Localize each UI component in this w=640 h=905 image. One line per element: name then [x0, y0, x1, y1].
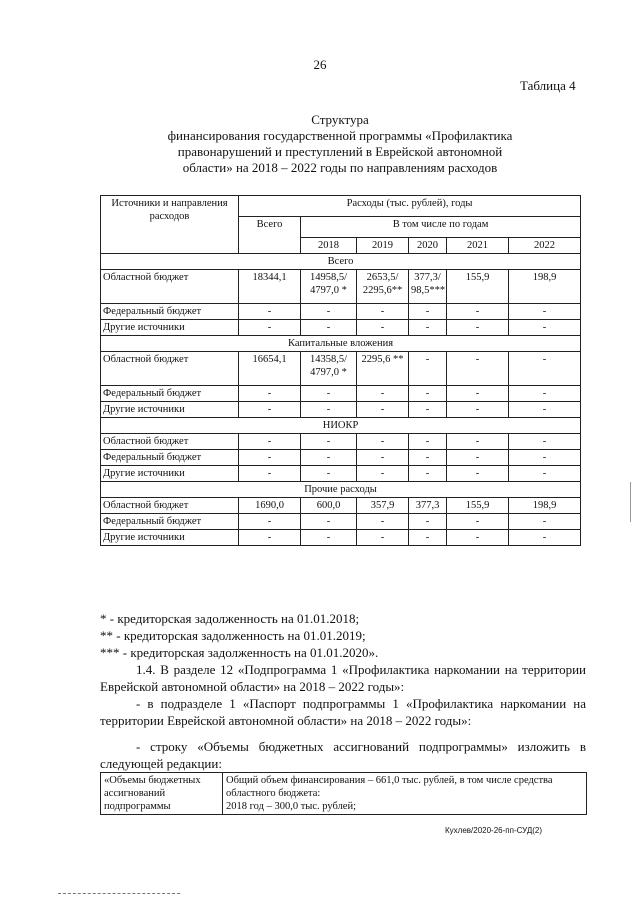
row-value-v2020: 377,3 [409, 498, 447, 514]
passport-right-line-2: 2018 год – 300,0 тыс. рублей; [226, 801, 357, 812]
title-line-1: Структура [311, 112, 369, 127]
row-value-v2022: - [509, 402, 581, 418]
row-value-v2022: - [509, 434, 581, 450]
document-stamp: Кухлев/2020-26-пп-СУД(2) [445, 826, 543, 835]
row-source: Федеральный бюджет [101, 450, 239, 466]
row-value-v2021: - [447, 514, 509, 530]
document-title [100, 112, 580, 176]
row-value-v2020: - [409, 402, 447, 418]
row-value-v2019: - [357, 320, 409, 336]
row-value-v2018: - [301, 402, 357, 418]
row-source: Областной бюджет [101, 352, 239, 386]
header-total: Всего [239, 217, 301, 254]
row-value-v2018: - [301, 304, 357, 320]
table-row [101, 434, 581, 450]
row-value-v2022: - [509, 530, 581, 546]
row-value-v2018: - [301, 466, 357, 482]
passport-right-cell [223, 773, 587, 815]
row-value-v2019: - [357, 530, 409, 546]
row-value-v2020: - [409, 466, 447, 482]
row-value-v2018: 14958,5/ 4797,0 * [301, 270, 357, 304]
row-value-v2018: - [301, 514, 357, 530]
row-value-v2021: - [447, 386, 509, 402]
row-value-v2021: 155,9 [447, 498, 509, 514]
row-value-v2022: 198,9 [509, 498, 581, 514]
row-value-total: - [239, 514, 301, 530]
row-source: Другие источники [101, 466, 239, 482]
row-value-v2021: - [447, 320, 509, 336]
header-year: 2019 [357, 238, 409, 254]
table-row [101, 386, 581, 402]
footnotes [100, 610, 586, 661]
row-value-total: - [239, 434, 301, 450]
row-value-v2022: - [509, 320, 581, 336]
header-sources: Источники и направления расходов [101, 196, 239, 254]
side-mark [630, 482, 631, 522]
row-value-v2021: - [447, 402, 509, 418]
row-value-total: - [239, 450, 301, 466]
row-value-v2020: - [409, 530, 447, 546]
table-row [101, 450, 581, 466]
header-year: 2020 [409, 238, 447, 254]
passport-right-line-1: Общий объем финансирования – 661,0 тыс. рублей, в том числе средства областного бюджета: [226, 775, 553, 799]
header-expenses: Расходы (тыс. рублей), годы [239, 196, 581, 217]
footnote: ** - кредиторская задолженность на 01.01.2019; [100, 628, 366, 643]
table-row [101, 402, 581, 418]
row-value-v2019: - [357, 402, 409, 418]
row-value-v2018: - [301, 450, 357, 466]
bottom-divider [58, 893, 180, 894]
paragraph-2: - в подразделе 1 «Паспорт подпрограммы 1 «Профилактика наркомании на территории Еврейской автономной области» на 2018 – 2022 годы»: [100, 696, 586, 728]
row-value-v2019: - [357, 466, 409, 482]
row-source: Другие источники [101, 402, 239, 418]
row-value-v2019: - [357, 514, 409, 530]
table-row [101, 498, 581, 514]
table-row [101, 466, 581, 482]
row-value-total: 18344,1 [239, 270, 301, 304]
row-value-v2022: 198,9 [509, 270, 581, 304]
row-value-total: - [239, 304, 301, 320]
row-value-v2020: - [409, 434, 447, 450]
row-value-v2020: - [409, 514, 447, 530]
row-value-v2019: 2295,6 ** [357, 352, 409, 386]
row-value-v2019: - [357, 304, 409, 320]
passport-table [100, 772, 587, 815]
row-value-v2020: - [409, 450, 447, 466]
row-value-v2022: - [509, 386, 581, 402]
row-value-v2021: - [447, 466, 509, 482]
row-value-v2019: 2653,5/ 2295,6** [357, 270, 409, 304]
row-value-v2019: - [357, 450, 409, 466]
table-row [101, 530, 581, 546]
paragraph-1: 1.4. В разделе 12 «Подпрограмма 1 «Профилактика наркомании на территории Еврейской автономной области» на 2018 – 2022 годы»: [100, 662, 586, 694]
row-value-total: - [239, 402, 301, 418]
row-value-v2022: - [509, 466, 581, 482]
row-source: Областной бюджет [101, 270, 239, 304]
title-line-3: правонарушений и преступлений в Еврейской автономной [177, 144, 503, 159]
row-value-v2020: - [409, 352, 447, 386]
header-year: 2021 [447, 238, 509, 254]
row-value-v2020: - [409, 320, 447, 336]
table-number: Таблица 4 [520, 78, 576, 93]
row-value-v2020: - [409, 386, 447, 402]
row-value-v2021: - [447, 352, 509, 386]
row-source: Областной бюджет [101, 498, 239, 514]
row-source: Другие источники [101, 320, 239, 336]
row-value-total: - [239, 320, 301, 336]
row-value-v2019: - [357, 386, 409, 402]
row-value-v2018: - [301, 530, 357, 546]
row-source: Федеральный бюджет [101, 514, 239, 530]
row-source: Федеральный бюджет [101, 304, 239, 320]
row-value-v2018: 600,0 [301, 498, 357, 514]
section-title: Прочие расходы [101, 482, 581, 498]
row-value-v2020: 377,3/ 98,5*** [409, 270, 447, 304]
row-source: Другие источники [101, 530, 239, 546]
table-row [101, 320, 581, 336]
section-title: Всего [101, 254, 581, 270]
row-value-v2020: - [409, 304, 447, 320]
paragraph-3: - строку «Объемы бюджетных ассигнований подпрограммы» изложить в следующей редакции: [100, 739, 586, 771]
row-source: Областной бюджет [101, 434, 239, 450]
footnote: *** - кредиторская задолженность на 01.01.2020». [100, 645, 379, 660]
row-value-total: 1690,0 [239, 498, 301, 514]
row-value-total: 16654,1 [239, 352, 301, 386]
row-value-v2022: - [509, 514, 581, 530]
header-year: 2022 [509, 238, 581, 254]
table-row [101, 352, 581, 386]
footnote: * - кредиторская задолженность на 01.01.2018; [100, 611, 360, 626]
row-value-v2021: - [447, 450, 509, 466]
row-value-v2018: - [301, 434, 357, 450]
row-value-v2021: - [447, 530, 509, 546]
table-row [101, 270, 581, 304]
row-value-v2022: - [509, 304, 581, 320]
row-value-v2021: 155,9 [447, 270, 509, 304]
row-value-v2021: - [447, 434, 509, 450]
table-row [101, 304, 581, 320]
row-value-v2022: - [509, 450, 581, 466]
header-year: 2018 [301, 238, 357, 254]
row-value-v2021: - [447, 304, 509, 320]
financing-table [100, 195, 581, 546]
row-value-v2019: 357,9 [357, 498, 409, 514]
section-title: НИОКР [101, 418, 581, 434]
row-value-v2019: - [357, 434, 409, 450]
row-value-v2022: - [509, 352, 581, 386]
table-row [101, 514, 581, 530]
passport-left-cell: «Объемы бюджетных ассигнований подпрограммы [101, 773, 223, 815]
row-value-v2018: - [301, 320, 357, 336]
row-value-v2018: - [301, 386, 357, 402]
section-title: Капитальные вложения [101, 336, 581, 352]
page-number: 26 [313, 57, 327, 72]
row-value-v2018: 14358,5/ 4797,0 * [301, 352, 357, 386]
row-value-total: - [239, 530, 301, 546]
header-by-years: В том числе по годам [301, 217, 581, 238]
title-line-2: финансирования государственной программы «Профилактика [167, 128, 513, 143]
row-value-total: - [239, 466, 301, 482]
row-source: Федеральный бюджет [101, 386, 239, 402]
row-value-total: - [239, 386, 301, 402]
title-line-4: области» на 2018 – 2022 годы по направлениям расходов [182, 160, 498, 175]
